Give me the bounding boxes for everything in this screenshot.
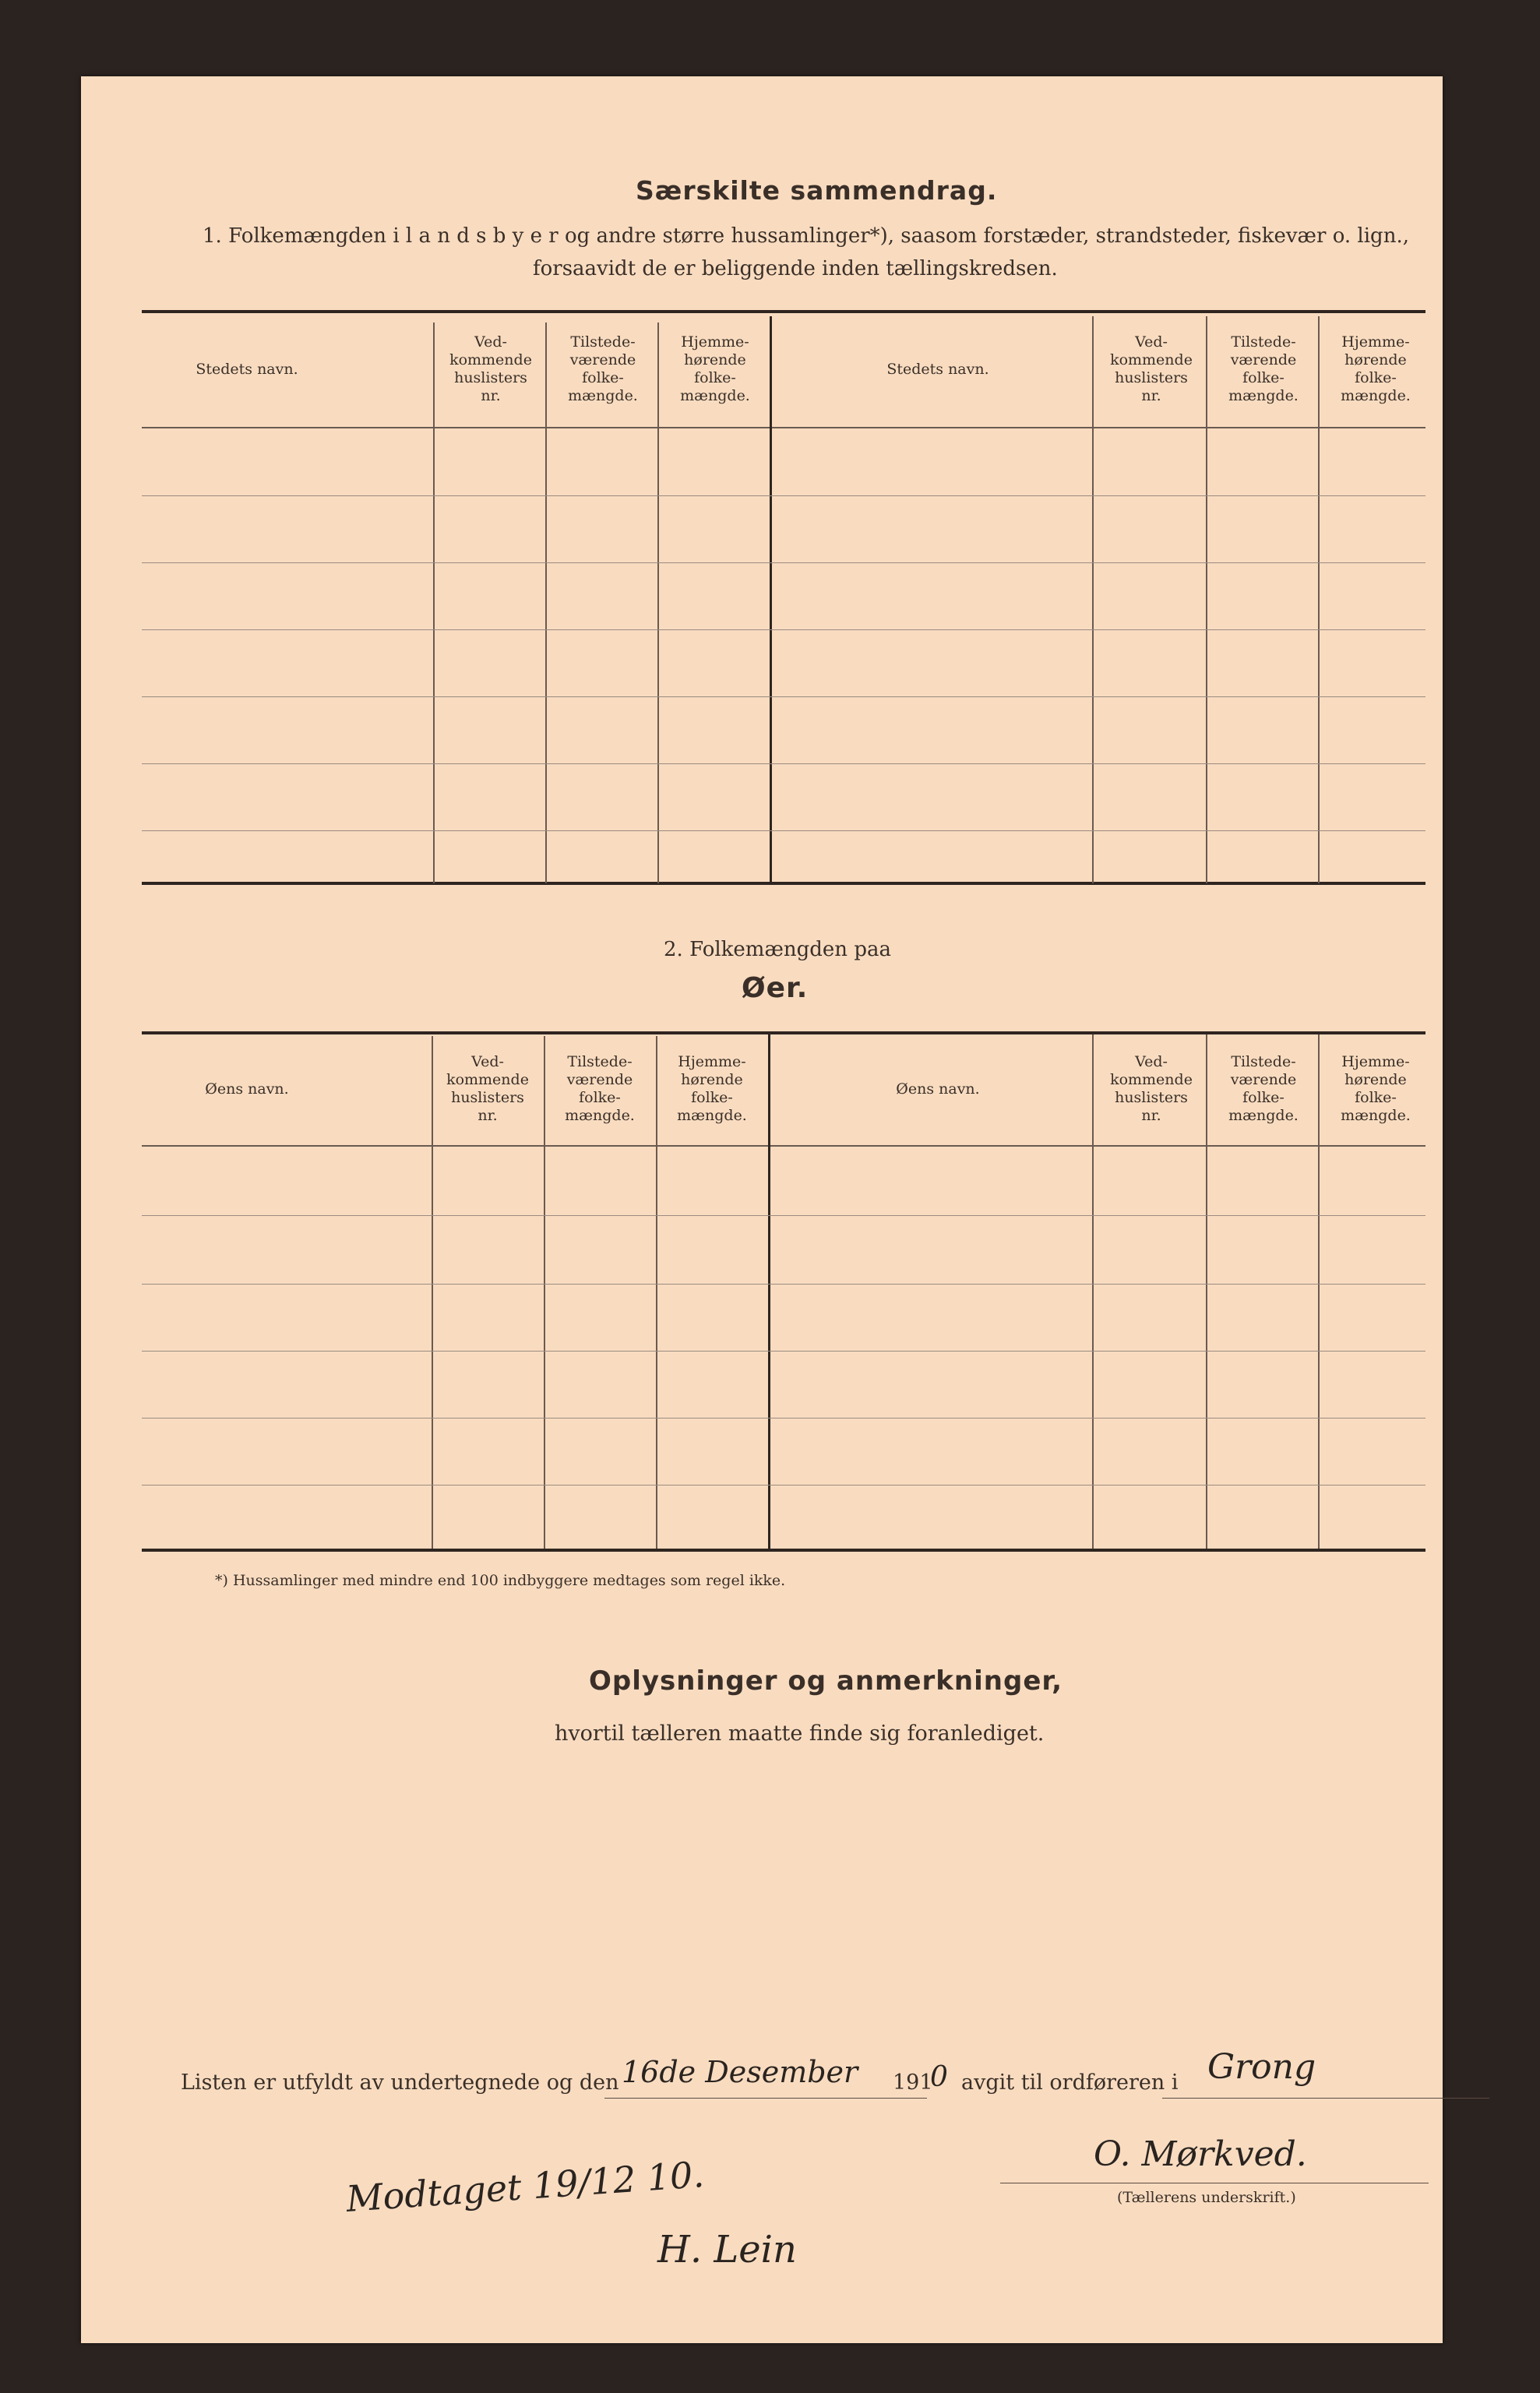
census-form-page <box>81 76 1443 2343</box>
table2-header-island-left: Øens navn. <box>205 1080 289 1098</box>
table2-header-present-left: Tilstede- værende folke- mængde. <box>565 1053 635 1124</box>
remarks-subheading: hvortil tælleren maatte finde sig foranlediget. <box>555 1722 1045 1746</box>
table2-header-island-right: Øens navn. <box>896 1080 980 1098</box>
table1-header-present-left: Tilstede- værende folke- mængde. <box>568 333 638 404</box>
table1-top-rule <box>142 310 1425 313</box>
table1-header-place-left: Stedets navn. <box>196 360 298 378</box>
signature-prefix: Listen er utfyldt av undertegnede og den <box>181 2071 619 2095</box>
table1-header-rule <box>142 427 1425 428</box>
table2-header-resident-right: Hjemme- hørende folke- mængde. <box>1341 1053 1411 1124</box>
table1-header-place-right: Stedets navn. <box>886 360 989 378</box>
section1-line2: forsaavidt de er beliggende inden tællingskredsen. <box>533 257 1058 280</box>
table1-header-resident-left: Hjemme- hørende folke- mængde. <box>680 333 750 404</box>
signature-municipality: Grong <box>1207 2047 1316 2087</box>
table1-bottom-rule <box>142 882 1425 885</box>
received-note: Modtaget 19/12 10. <box>344 2153 706 2220</box>
table1-header-list-nr-right: Ved- kommende huslisters nr. <box>1110 333 1193 404</box>
table2-header-list-nr-right: Ved- kommende huslisters nr. <box>1110 1053 1193 1124</box>
table2-header-rule <box>142 1145 1425 1147</box>
signature-middle: avgit til ordføreren i <box>961 2071 1179 2095</box>
signature-year-prefix: 191 <box>893 2071 933 2095</box>
footnote: *) Hussamlinger med mindre end 100 indbyggere medtages som regel ikke. <box>215 1572 786 1589</box>
receiver-signature: H. Lein <box>657 2228 797 2271</box>
section2-heading: Øer. <box>742 972 809 1004</box>
page-title: Særskilte sammendrag. <box>636 175 998 206</box>
table2-header-present-right: Tilstede- værende folke- mængde. <box>1228 1053 1299 1124</box>
counter-label: (Tællerens underskrift.) <box>1117 2189 1296 2206</box>
table2-header-list-nr-left: Ved- kommende huslisters nr. <box>446 1053 529 1124</box>
section2-line: 2. Folkemængden paa <box>664 938 891 961</box>
table2-top-rule <box>142 1031 1425 1034</box>
table1-header-list-nr-left: Ved- kommende huslisters nr. <box>449 333 532 404</box>
signature-year-digit: 0 <box>930 2061 948 2093</box>
remarks-heading: Oplysninger og anmerkninger, <box>589 1665 1063 1697</box>
table2-header-resident-left: Hjemme- hørende folke- mængde. <box>677 1053 747 1124</box>
counter-signature: O. Mørkved. <box>1094 2134 1307 2174</box>
section1-line1: 1. Folkemængden i l a n d s b y e r og andre større hussamlinger*), saasom forstæder, strandsteder, fiskevær o. lign., <box>203 224 1409 248</box>
table1-header-resident-right: Hjemme- hørende folke- mængde. <box>1341 333 1411 404</box>
signature-date: 16de Desember <box>622 2055 858 2089</box>
table2-bottom-rule <box>142 1549 1425 1552</box>
table1-header-present-right: Tilstede- værende folke- mængde. <box>1228 333 1299 404</box>
